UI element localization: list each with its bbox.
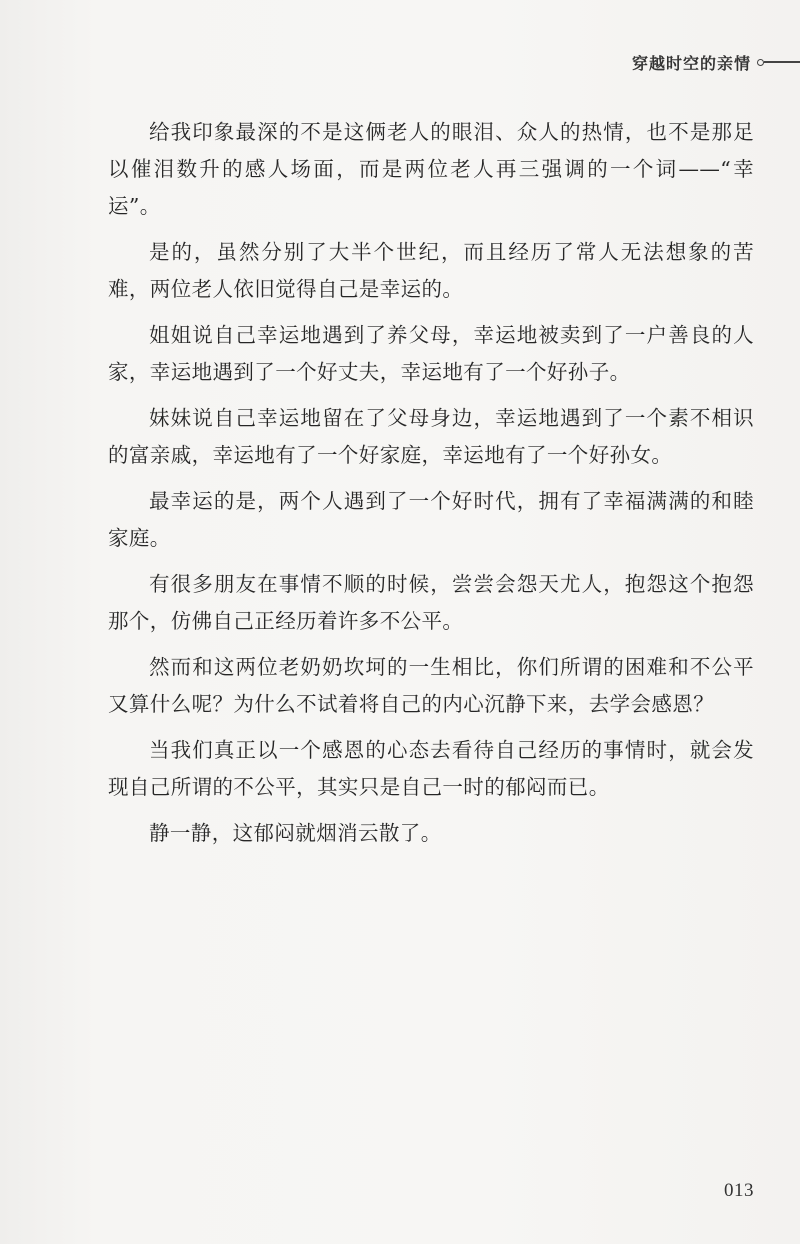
- paragraph-8: 当我们真正以一个感恩的心态去看待自己经历的事情时，就会发现自己所谓的不公平，其实只是自己一时的郁闷而已。: [108, 738, 754, 799]
- circle-line-ornament-icon: [757, 59, 800, 66]
- paragraph-1: 给我印象最深的不是这俩老人的眼泪、众人的热情，也不是那足以催泪数升的感人场面，而是两位老人再三强调的一个词——“幸运”。: [108, 120, 754, 218]
- running-head-title: 穿越时空的亲情: [631, 53, 751, 73]
- paragraph-6: 有很多朋友在事情不顺的时候，尝尝会怨天尤人，抱怨这个抱怨那个，仿佛自己正经历着许多不公平。: [108, 572, 754, 633]
- running-head: [632, 50, 800, 74]
- body-text: [108, 114, 754, 861]
- paragraph-5: 最幸运的是，两个人遇到了一个好时代，拥有了幸福满满的和睦家庭。: [108, 489, 754, 550]
- paragraph-9: 静一静，这郁闷就烟消云散了。: [149, 821, 442, 845]
- ornament-circle-icon: [757, 59, 764, 66]
- paragraph-2: 是的，虽然分别了大半个世纪，而且经历了常人无法想象的苦难，两位老人依旧觉得自己是幸运的。: [108, 240, 754, 301]
- paragraph-3: 姐姐说自己幸运地遇到了养父母，幸运地被卖到了一户善良的人家，幸运地遇到了一个好丈夫，幸运地有了一个好孙子。: [108, 323, 754, 384]
- page-number: 013: [724, 1180, 754, 1201]
- paragraph-7: 然而和这两位老奶奶坎坷的一生相比，你们所谓的困难和不公平又算什么呢？为什么不试着将自己的内心沉静下来，去学会感恩？: [108, 655, 754, 716]
- ornament-line: [764, 61, 800, 62]
- paragraph-4: 妹妹说自己幸运地留在了父母身边，幸运地遇到了一个素不相识的富亲戚，幸运地有了一个好家庭，幸运地有了一个好孙女。: [108, 406, 754, 467]
